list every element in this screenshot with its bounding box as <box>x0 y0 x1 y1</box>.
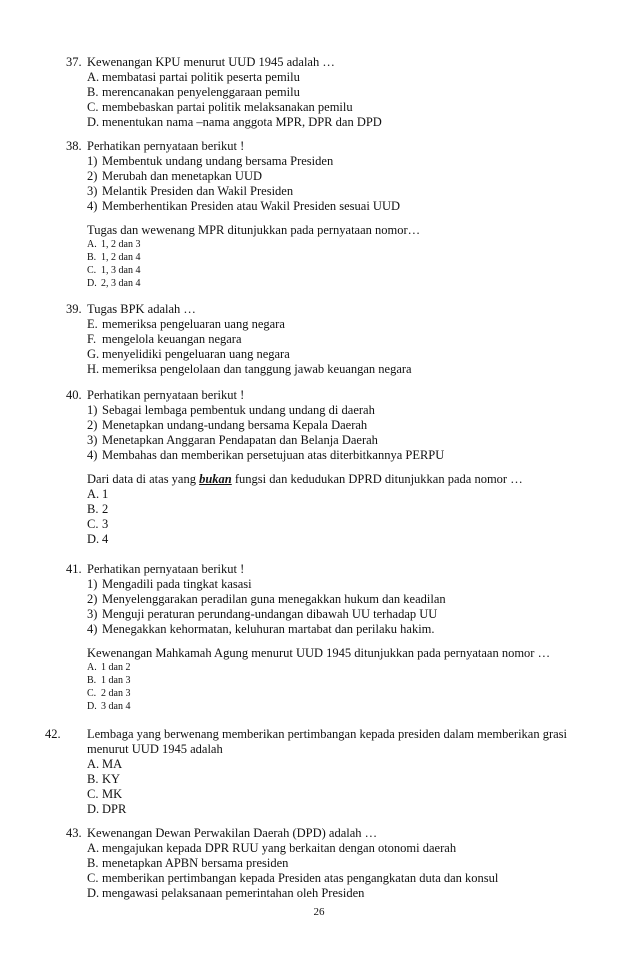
page-number: 26 <box>313 906 325 918</box>
option <box>66 362 576 377</box>
option <box>66 70 576 85</box>
option-text: menentukan nama –nama anggota MPR, DPR dan DPD <box>102 115 382 129</box>
option-text: menyelidiki pengeluaran uang negara <box>102 347 290 361</box>
option <box>66 264 576 277</box>
statement-label: 3) <box>87 433 98 447</box>
option <box>66 317 576 332</box>
question-stem <box>66 562 576 577</box>
option-text: 1 <box>102 487 109 501</box>
option-label: A. <box>87 70 100 84</box>
statement-label: 3) <box>87 607 98 621</box>
option-label: B. <box>87 502 99 516</box>
option <box>66 347 576 362</box>
statement-text: Sebagai lembaga pembentuk undang undang di daerah <box>102 403 375 417</box>
option-text: KY <box>102 772 121 786</box>
option-label: D. <box>87 115 100 129</box>
question-text: Tugas BPK adalah … <box>87 302 196 316</box>
option-text: MK <box>102 787 123 801</box>
option-text: 1 dan 3 <box>101 675 131 686</box>
option <box>66 502 576 517</box>
option-label: B. <box>87 675 97 686</box>
option <box>66 871 576 886</box>
option <box>66 687 576 700</box>
statement-label: 2) <box>87 592 98 606</box>
option-text: memeriksa pengeluaran uang negara <box>102 317 285 331</box>
option <box>66 100 576 115</box>
option <box>66 532 576 547</box>
question-text: Perhatikan pernyataan berikut ! <box>87 388 245 402</box>
statement-text: Menetapkan undang-undang bersama Kepala Daerah <box>102 418 368 432</box>
question-text: Perhatikan pernyataan berikut ! <box>87 139 245 153</box>
question-text: Lembaga yang berwenang memberikan pertimbangan kepada presiden dalam memberikan grasi menurut UUD 1945 adalah <box>87 727 568 756</box>
question-39 <box>66 302 576 377</box>
statement-text: Menetapkan Anggaran Pendapatan dan Belanja Daerah <box>102 433 378 447</box>
question-number: 41. <box>66 562 82 576</box>
question-43 <box>66 826 576 901</box>
statement <box>66 199 576 214</box>
question-stem <box>66 826 576 841</box>
question-stem <box>66 139 576 154</box>
question-text: Kewenangan Dewan Perwakilan Daerah (DPD) adalah … <box>87 826 378 840</box>
option <box>66 841 576 856</box>
option-label: G. <box>87 347 100 361</box>
question-number: 40. <box>66 388 82 402</box>
prompt-emphasis: bukan <box>199 472 232 486</box>
statement-text: Melantik Presiden dan Wakil Presiden <box>102 184 294 198</box>
option-label: H. <box>87 362 100 376</box>
option-text: 2 dan 3 <box>101 688 131 699</box>
question-number: 37. <box>66 55 82 69</box>
statement-text: Memberhentikan Presiden atau Wakil Presiden sesuai UUD <box>102 199 400 213</box>
option-label: B. <box>87 856 99 870</box>
option-label: A. <box>87 662 97 673</box>
statement <box>66 592 576 607</box>
statement-text: Membahas dan memberikan persetujuan atas diterbitkannya PERPU <box>102 448 445 462</box>
statement <box>66 448 576 463</box>
option-label: F. <box>87 332 97 346</box>
statement-text: Menegakkan kehormatan, keluhuran martabat dan perilaku hakim. <box>102 622 435 636</box>
statement <box>66 622 576 637</box>
prompt-text: fungsi dan kedudukan DPRD ditunjukkan pada nomor … <box>231 472 523 486</box>
statement <box>66 577 576 592</box>
option-label: D. <box>87 532 100 546</box>
option-text: 1, 3 dan 4 <box>101 265 141 276</box>
statement-label: 3) <box>87 184 98 198</box>
statement <box>66 403 576 418</box>
option-label: D. <box>87 278 97 289</box>
option <box>66 772 576 787</box>
option-label: E. <box>87 317 98 331</box>
question-prompt: Tugas dan wewenang MPR ditunjukkan pada pernyataan nomor… <box>87 223 421 237</box>
option-label: A. <box>87 841 100 855</box>
statement <box>66 169 576 184</box>
option-label: B. <box>87 772 99 786</box>
option-label: D. <box>87 886 100 900</box>
option-text: 3 dan 4 <box>101 701 131 712</box>
statement-label: 2) <box>87 418 98 432</box>
question-38 <box>66 139 576 290</box>
option-text: mengelola keuangan negara <box>102 332 242 346</box>
option-label: C. <box>87 688 97 699</box>
option-text: membatasi partai politik peserta pemilu <box>102 70 300 84</box>
option-text: 1, 2 dan 3 <box>101 239 141 250</box>
option-label: C. <box>87 787 99 801</box>
statement-text: Merubah dan menetapkan UUD <box>102 169 263 183</box>
question-stem <box>66 388 576 403</box>
option <box>66 85 576 100</box>
question-number: 42. <box>45 727 61 741</box>
option-text: DPR <box>102 802 127 816</box>
option <box>66 251 576 264</box>
question-40 <box>66 388 576 547</box>
statement-text: Mengadili pada tingkat kasasi <box>102 577 252 591</box>
option <box>66 661 576 674</box>
option-text: MA <box>102 757 123 771</box>
question-text: Kewenangan KPU menurut UUD 1945 adalah … <box>87 55 335 69</box>
option-label: C. <box>87 871 99 885</box>
statement-label: 1) <box>87 403 98 417</box>
option <box>66 757 576 772</box>
option-text: merencanakan penyelenggaraan pemilu <box>102 85 300 99</box>
question-prompt: Kewenangan Mahkamah Agung menurut UUD 1945 ditunjukkan pada pernyataan nomor … <box>87 646 551 660</box>
question-number: 38. <box>66 139 82 153</box>
option-text: 4 <box>102 532 109 546</box>
question-stem <box>66 302 576 317</box>
statement-text: Menguji peraturan perundang-undangan dibawah UU terhadap UU <box>102 607 438 621</box>
question-number: 39. <box>66 302 82 316</box>
option-text: 2, 3 dan 4 <box>101 278 141 289</box>
option-text: mengajukan kepada DPR RUU yang berkaitan dengan otonomi daerah <box>102 841 457 855</box>
option <box>66 332 576 347</box>
option <box>66 277 576 290</box>
question-text: Perhatikan pernyataan berikut ! <box>87 562 245 576</box>
option <box>66 700 576 713</box>
question-stem <box>45 727 576 757</box>
option <box>66 856 576 871</box>
question-prompt <box>66 472 576 487</box>
question-42 <box>45 727 576 817</box>
option <box>66 674 576 687</box>
option <box>66 487 576 502</box>
question-37 <box>66 55 576 130</box>
option <box>66 238 576 251</box>
statement-label: 4) <box>87 448 98 462</box>
statement-label: 4) <box>87 622 98 636</box>
option-label: D. <box>87 802 100 816</box>
option-text: membebaskan partai politik melaksanakan pemilu <box>102 100 353 114</box>
option-text: memberikan pertimbangan kepada Presiden atas pengangkatan duta dan konsul <box>102 871 499 885</box>
option-label: D. <box>87 701 97 712</box>
option <box>66 115 576 130</box>
option-label: C. <box>87 517 99 531</box>
option-text: memeriksa pengelolaan dan tanggung jawab keuangan negara <box>102 362 412 376</box>
statement <box>66 607 576 622</box>
statement <box>66 433 576 448</box>
option <box>66 802 576 817</box>
option-text: 3 <box>102 517 109 531</box>
statement-label: 1) <box>87 577 98 591</box>
statement <box>66 184 576 199</box>
option-text: mengawasi pelaksanaan pemerintahan oleh Presiden <box>102 886 365 900</box>
option <box>66 886 576 901</box>
option-label: C. <box>87 100 99 114</box>
option-label: A. <box>87 239 97 250</box>
question-stem <box>66 55 576 70</box>
option-text: 2 <box>102 502 109 516</box>
option-label: B. <box>87 252 97 263</box>
prompt-text: Dari data di atas yang <box>87 472 200 486</box>
option <box>66 787 576 802</box>
option-label: A. <box>87 757 100 771</box>
option-text: 1, 2 dan 4 <box>101 252 141 263</box>
question-number: 43. <box>66 826 82 840</box>
statement-text: Menyelenggarakan peradilan guna menegakkan hukum dan keadilan <box>102 592 446 606</box>
statement-text: Membentuk undang undang bersama Presiden <box>102 154 334 168</box>
option-label: C. <box>87 265 97 276</box>
statement <box>66 154 576 169</box>
option-label: A. <box>87 487 100 501</box>
statement-label: 1) <box>87 154 98 168</box>
option-label: B. <box>87 85 99 99</box>
option-text: 1 dan 2 <box>101 662 131 673</box>
statement-label: 4) <box>87 199 98 213</box>
statement-label: 2) <box>87 169 98 183</box>
option <box>66 517 576 532</box>
option-text: menetapkan APBN bersama presiden <box>102 856 289 870</box>
statement <box>66 418 576 433</box>
question-41 <box>66 562 576 713</box>
